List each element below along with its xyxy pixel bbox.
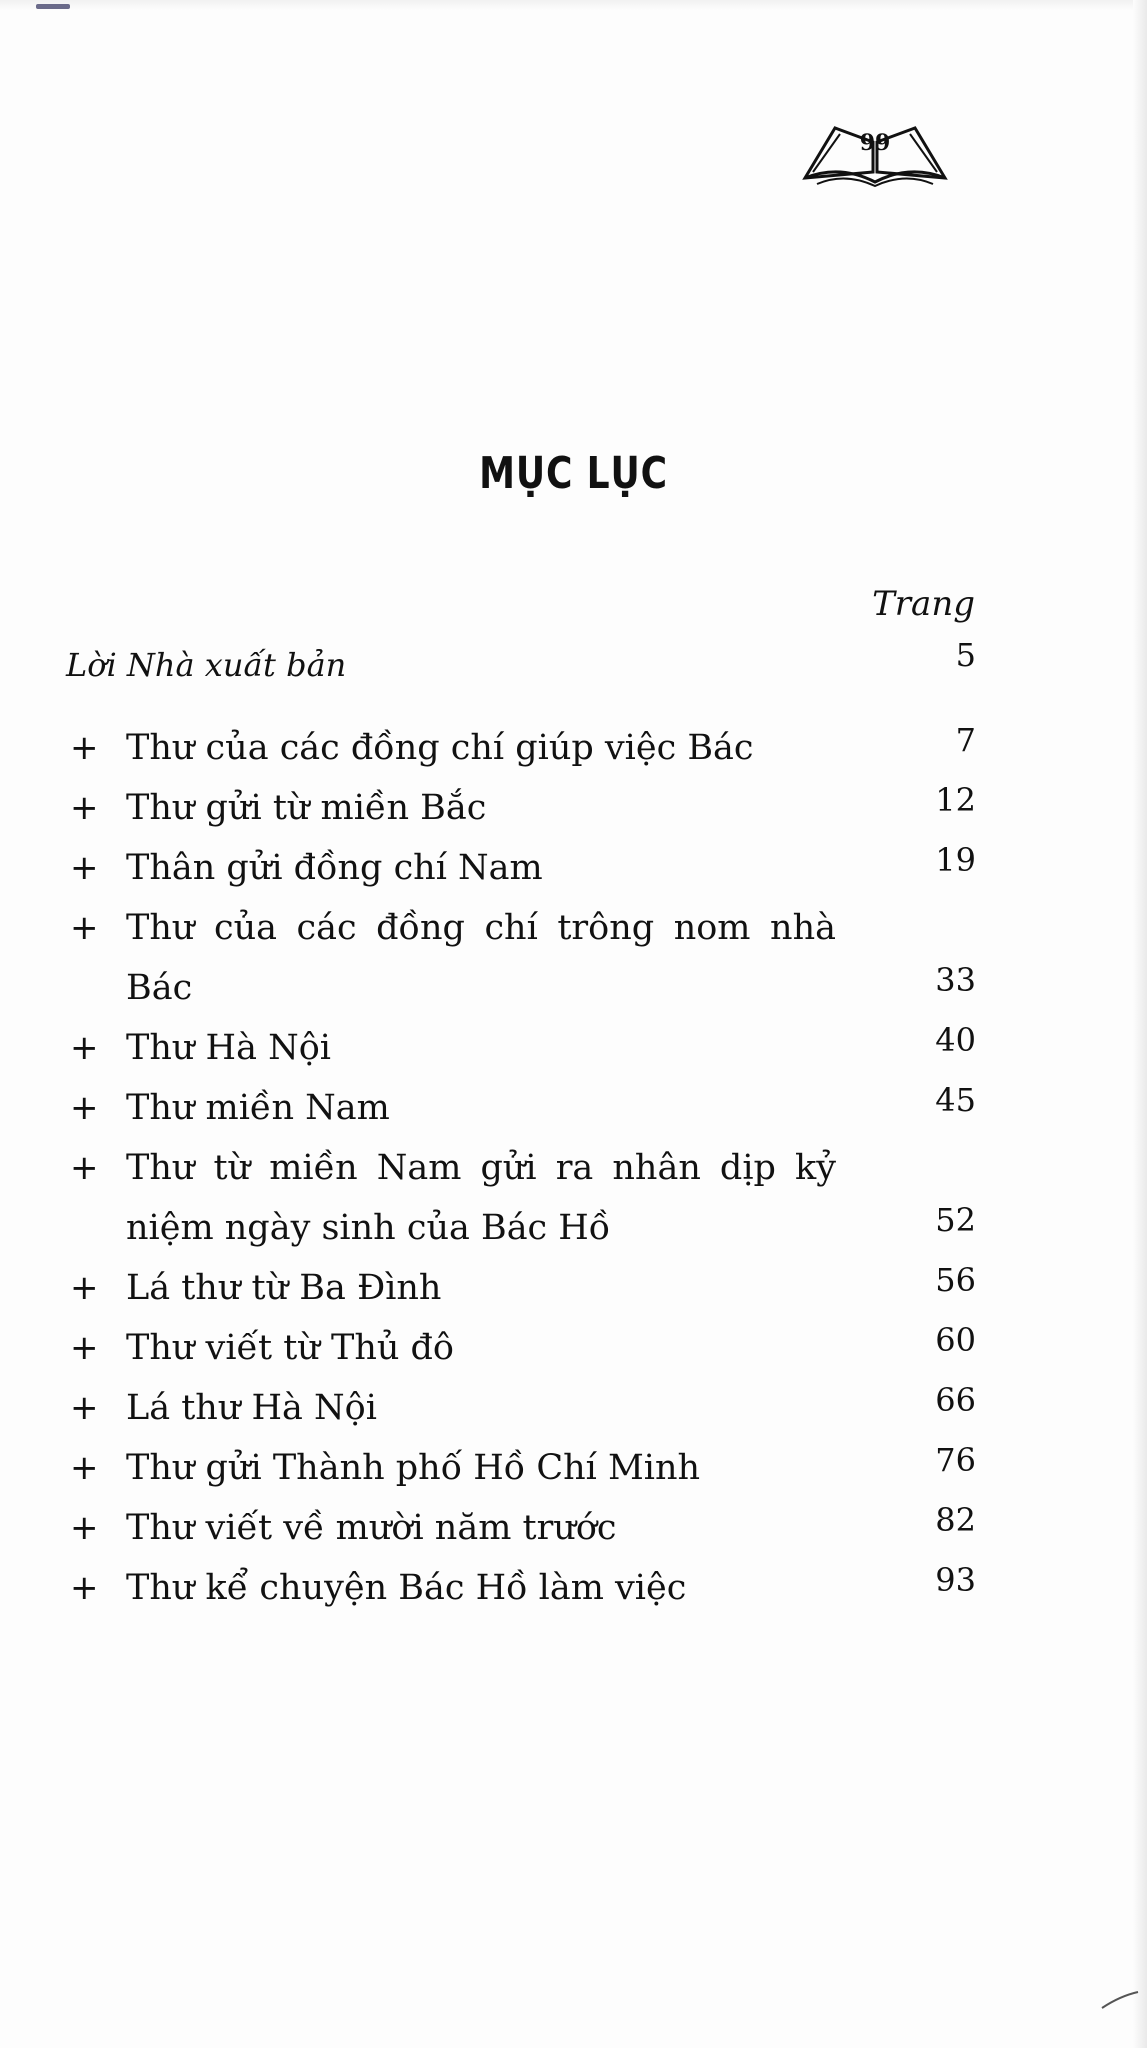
toc-entry-title: Thư miền Nam: [126, 1088, 390, 1128]
toc-entry-title: Thư viết về mười năm trước: [126, 1508, 617, 1548]
page-curl-mark: [1100, 1990, 1140, 2010]
toc-entry-page: 76: [935, 1441, 976, 1479]
toc-entry-title: Thư gửi từ miền Bắc: [126, 788, 487, 828]
toc-entry-page: 93: [935, 1561, 976, 1599]
bullet-icon: +: [70, 1448, 99, 1488]
toc-entry-page: 66: [935, 1381, 976, 1419]
toc-preface-page: 5: [955, 636, 976, 674]
page-number: 99: [859, 130, 891, 156]
toc-entry-page: 45: [935, 1081, 976, 1119]
toc-preface-title: Lời Nhà xuất bản: [66, 646, 347, 684]
toc-entry-title: Thư viết từ Thủ đô: [126, 1328, 455, 1368]
toc-entry-title: Thân gửi đồng chí Nam: [126, 848, 543, 888]
toc-entry-title: Thư gửi Thành phố Hồ Chí Minh: [126, 1448, 701, 1488]
toc-entry-page: 60: [935, 1321, 976, 1359]
bullet-icon: +: [70, 908, 99, 948]
bullet-icon: +: [70, 1268, 99, 1308]
page-number-badge: [795, 120, 955, 188]
bullet-icon: +: [70, 1508, 99, 1548]
toc-entry-title: Thư của các đồng chí giúp việc Bác: [126, 728, 754, 768]
page-top-edge: [0, 0, 1147, 10]
toc-entry-page: 56: [935, 1261, 976, 1299]
toc-entry-title: Thư Hà Nội: [126, 1028, 331, 1068]
page-column-label: Trang: [872, 584, 975, 624]
toc-title: MỤC LỤC: [479, 448, 668, 499]
bullet-icon: +: [70, 1568, 99, 1608]
toc-entry-page: 7: [955, 721, 976, 759]
bullet-icon: +: [70, 848, 99, 888]
toc-entry-page: 52: [935, 1201, 976, 1239]
bullet-icon: +: [70, 1088, 99, 1128]
page-right-edge: [1133, 0, 1147, 2048]
toc-entry-page: 19: [935, 841, 976, 879]
toc-entry-page: 82: [935, 1501, 976, 1539]
corner-mark: [36, 4, 70, 9]
toc-entry-title: Thư của các đồng chí trông nom nhà Bác: [126, 908, 836, 1008]
bullet-icon: +: [70, 728, 99, 768]
toc-entry-title: Thư từ miền Nam gửi ra nhân dịp kỷ niệm ngày sinh của Bác Hồ: [126, 1148, 836, 1248]
toc-entry-page: 40: [935, 1021, 976, 1059]
bullet-icon: +: [70, 1028, 99, 1068]
toc-entry-title: Thư kể chuyện Bác Hồ làm việc: [126, 1568, 687, 1608]
toc-entry-title: Lá thư từ Ba Đình: [126, 1268, 442, 1308]
bullet-icon: +: [70, 788, 99, 828]
bullet-icon: +: [70, 1388, 99, 1428]
toc-preface-row: [66, 636, 976, 706]
toc-entry-page: 12: [935, 781, 976, 819]
toc-entry-title: Lá thư Hà Nội: [126, 1388, 377, 1428]
bullet-icon: +: [70, 1148, 99, 1188]
toc-entry-page: 33: [935, 961, 976, 999]
bullet-icon: +: [70, 1328, 99, 1368]
